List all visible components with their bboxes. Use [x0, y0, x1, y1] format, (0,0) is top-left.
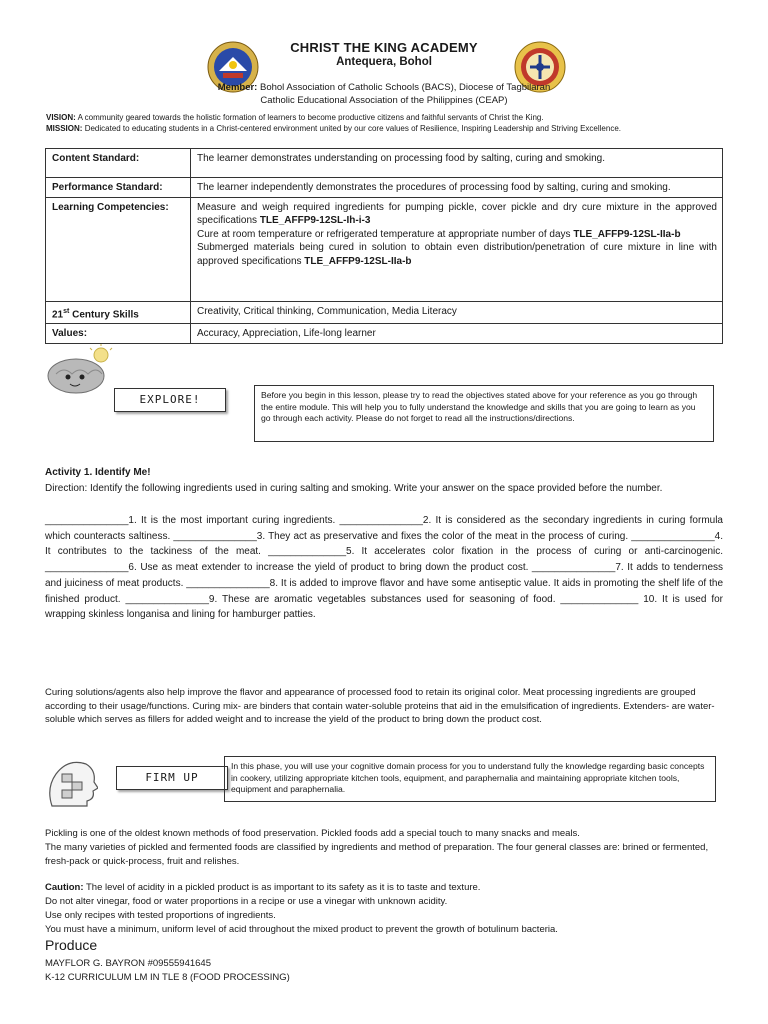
mission: MISSION: Dedicated to educating students in a Christ-centered environment united by our core values of Resilience, Inspiring Leadership and Striving Excellence.: [46, 124, 621, 133]
values: Accuracy, Appreciation, Life-long learner: [191, 324, 723, 344]
author-line: MAYFLOR G. BAYRON #09555941645: [45, 958, 211, 969]
curing-paragraph: Curing solutions/agents also help improve the flavor and appearance of processed food to retain its original color. Meat processing ingredients are grouped according to their usage/functions. Curing mix- are binders that contain water-soluble proteins that aid in the emulsification of ingredients. Extenders- are water-soluble which serves as fillers for added weight and to increase the yield of the product to bring down the product cost.: [45, 687, 715, 725]
vision: VISION: A community geared towards the holistic formation of learners to become productive citizens and faithful servants of Christ the King.: [46, 113, 544, 122]
school-location: Antequera, Bohol: [336, 56, 432, 68]
standards-table: [45, 148, 723, 344]
learning-competencies: Measure and weigh required ingredients for pumping pickle, cover pickle and dry cure mixture in the approved specifications TLE_AFFP9-12SL-Ih-i-3 Cure at room temperature or refrigerated temperature at appropriate number of days TLE_AFFP9-12SL-IIa-b Submerged materials being cured in solution to obtain even distribution/penetration of cure mixture in line with approved specifications TLE_AFFP9-12SL-IIa-b: [191, 197, 723, 301]
performance-standard: The learner independently demonstrates the procedures of processing food by salting, curing and smoking.: [191, 178, 723, 198]
content-standard-label: Content Standard:: [46, 149, 191, 178]
century-skills: Creativity, Critical thinking, Communication, Media Literacy: [191, 301, 723, 324]
content-standard: The learner demonstrates understanding on processing food by salting, curing and smoking.: [191, 149, 723, 178]
caution-line: Caution: The level of acidity in a pickled product is as important to its safety as it is to taste and texture.: [45, 882, 481, 893]
firm-up-label: FIRM UP: [116, 766, 228, 790]
caution-line-3: Use only recipes with tested proportions of ingredients.: [45, 910, 276, 921]
curriculum-line: K-12 CURRICULUM LM IN TLE 8 (FOOD PROCESSING): [45, 972, 290, 983]
values-label: Values:: [46, 324, 191, 344]
caution-line-2: Do not alter vinegar, food or water proportions in a recipe or use a vinegar with unknown acidity.: [45, 896, 448, 907]
puzzle-head-icon: [44, 756, 98, 812]
caution-line-4: You must have a minimum, uniform level of acid throughout the mixed product to prevent the growth of botulinum bacteria.: [45, 924, 558, 935]
school-name: CHRIST THE KING ACADEMY: [290, 40, 478, 55]
brain-lightbulb-icon: [44, 344, 116, 396]
produce-label: Produce: [45, 937, 98, 953]
competencies-label: Learning Competencies:: [46, 197, 191, 301]
firm-up-note: In this phase, you will use your cognitive domain process for you to understand fully the knowledge regarding basic concepts in cookery, utilizing appropriate kitchen tools, equipment, and paraphernalia and maintaining appropriate kitchen tools, equipment and paraphernalia.: [224, 756, 716, 802]
explore-note: Before you begin in this lesson, please try to read the objectives stated above for your reference as you go through the entire module. This will help you to fully understand the knowledge and skills that you are going to learn as you go through each activity. Please do not forget to read all the instructions/directions.: [254, 385, 714, 442]
skills-label: 21st Century Skills: [46, 301, 191, 324]
activity-direction: Direction: Identify the following ingredients used in curing salting and smoking. Write your answer on the space provided before the number.: [45, 483, 663, 494]
performance-standard-label: Performance Standard:: [46, 178, 191, 198]
activity-title: Activity 1. Identify Me!: [45, 467, 151, 478]
activity-items: _______________1. It is the most important curing ingredients. _______________2. It is considered as the secondary ingredients in curing formula which counteracts saltiness. _______________3. They act as preservative and fixes the color of the meat in the process of curing. _______________4. It contributes to the tackiness of the meat. ______________5. It accelerates color fixation in the process of curing or anti-carcinogenic. _______________6. Use as meat extender to increase the yield of product to bring down the product cost. _______________7. It adds to tenderness and juiciness of meat products. _______________8. It is added to improve flavor and have some antiseptic value. It aids in promoting the shelf life of the finished product. _______________9. These are aromatic vegetables substances used for seasoning of food. ______________ 10. It is used for wrapping skinless longanisa and lining for hamburger patties.: [45, 515, 723, 621]
explore-label: EXPLORE!: [114, 388, 226, 412]
pickling-paragraph-1: Pickling is one of the oldest known methods of food preservation. Pickled foods add a special touch to many snacks and meals.: [45, 828, 580, 839]
member-info: Member: Bohol Association of Catholic Schools (BACS), Diocese of Tagbilaran Catholic Educational Association of the Philippines (CEAP): [217, 82, 551, 106]
pickling-paragraph-2: The many varieties of pickled and fermented foods are classified by ingredients and method of preparation. The four general classes are: brined or fermented, fresh-pack or quick-process, fruit and relishes.: [45, 842, 709, 867]
